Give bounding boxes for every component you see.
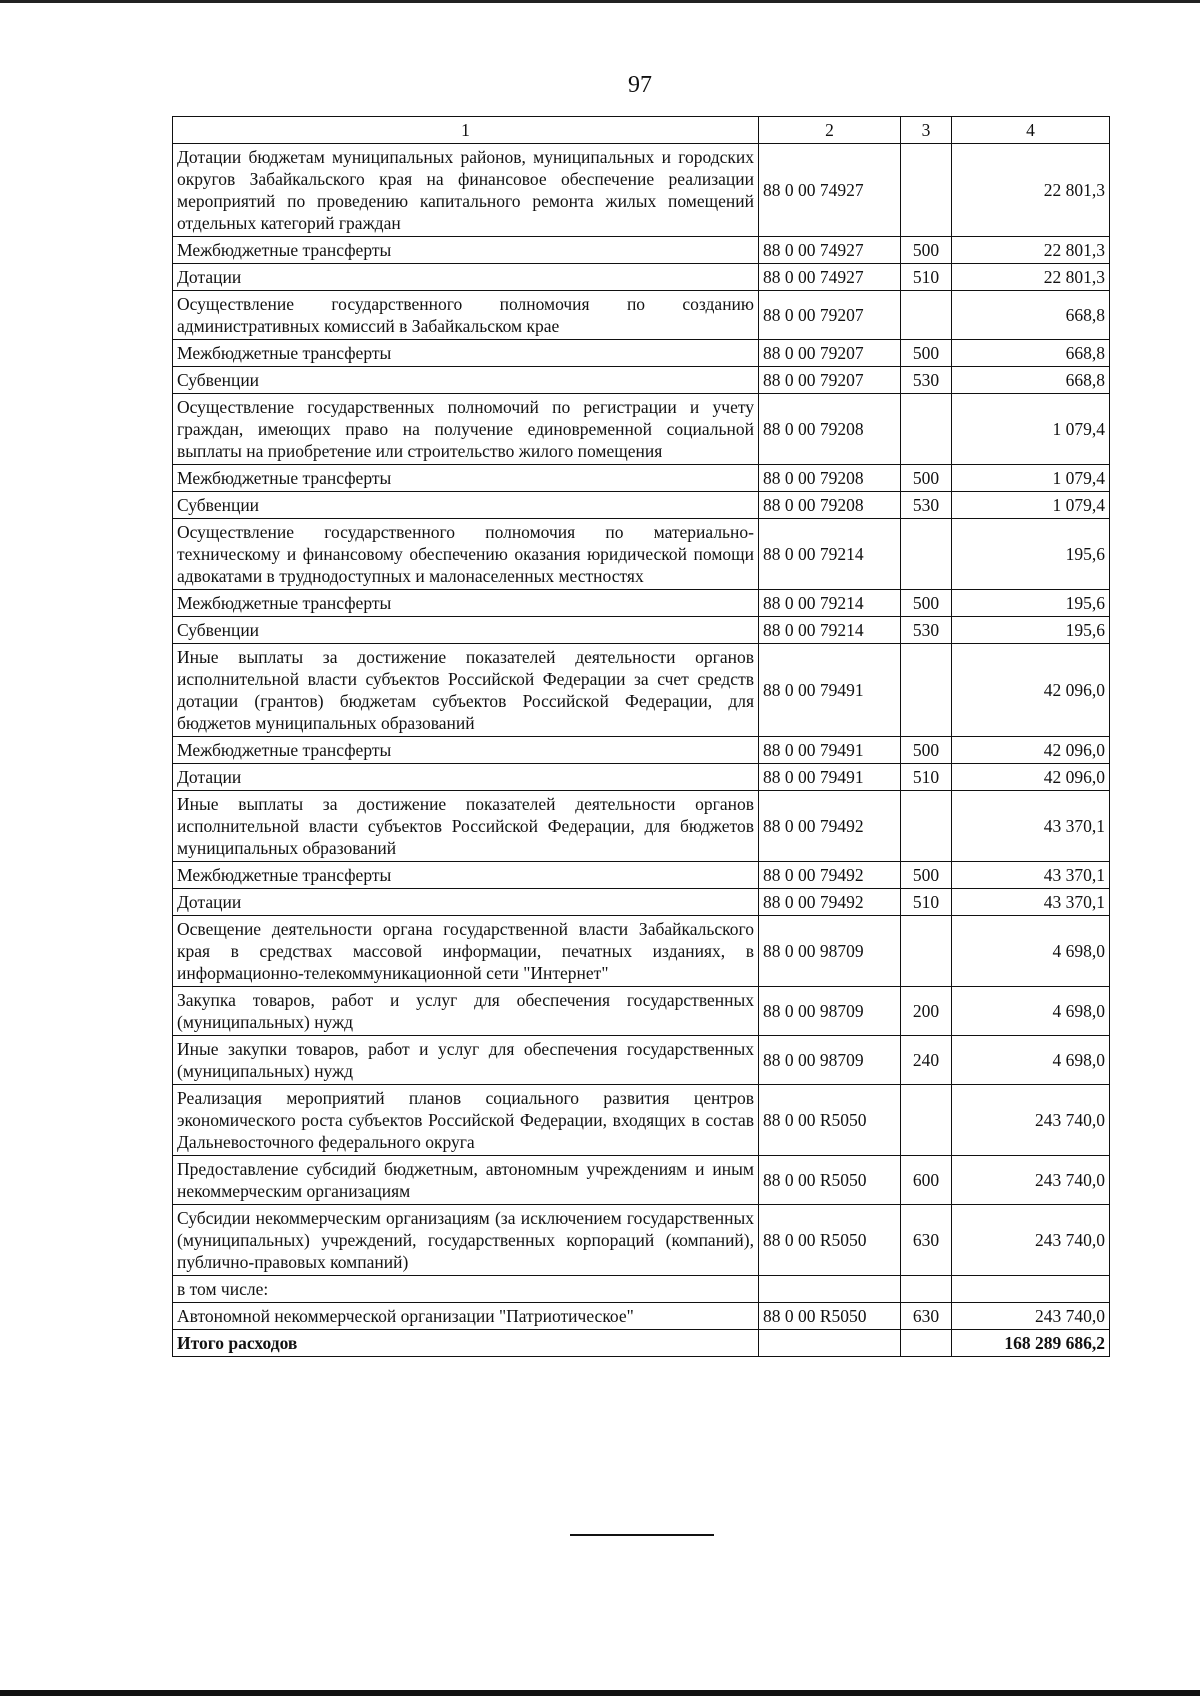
row-amount: 42 096,0 [952,764,1110,791]
row-code: 88 0 00 79207 [759,291,901,340]
row-name: Закупка товаров, работ и услуг для обеспечения государственных (муниципальных) нужд [173,987,759,1036]
scan-edge-bottom [0,1690,1200,1696]
table-row [173,465,1110,492]
row-code: 88 0 00 79492 [759,862,901,889]
row-type: 630 [901,1205,952,1276]
row-code [759,1276,901,1303]
row-amount: 22 801,3 [952,144,1110,237]
row-type [901,644,952,737]
row-type: 200 [901,987,952,1036]
row-amount: 43 370,1 [952,889,1110,916]
row-amount: 243 740,0 [952,1303,1110,1330]
row-name: Реализация мероприятий планов социального развития центров экономического роста субъектов Российской Федерации, входящих в состав Дальневосточного федерального округа [173,1085,759,1156]
column-header-2: 2 [759,117,901,144]
row-code: 88 0 00 98709 [759,987,901,1036]
row-name: Дотации бюджетам муниципальных районов, муниципальных и городских округов Забайкальского края на финансовое обеспечение реализации мероприятий по проведению капитального ремонта жилых помещений отдельных категорий граждан [173,144,759,237]
row-code: 88 0 00 98709 [759,916,901,987]
row-name: Межбюджетные трансферты [173,590,759,617]
row-type [901,394,952,465]
row-name: Осуществление государственного полномочия по созданию административных комиссий в Забайкальском крае [173,291,759,340]
row-name: Межбюджетные трансферты [173,737,759,764]
row-amount: 668,8 [952,291,1110,340]
row-code: 88 0 00 79214 [759,590,901,617]
table-row [173,791,1110,862]
row-code: 88 0 00 98709 [759,1036,901,1085]
row-name: Автономной некоммерческой организации "Патриотическое" [173,1303,759,1330]
row-code: 88 0 00 74927 [759,144,901,237]
row-amount: 42 096,0 [952,644,1110,737]
row-code: 88 0 00 74927 [759,264,901,291]
table-row [173,1036,1110,1085]
row-amount: 195,6 [952,590,1110,617]
row-type: 530 [901,492,952,519]
table-row [173,340,1110,367]
table-row [173,519,1110,590]
row-amount: 43 370,1 [952,791,1110,862]
table-row [173,862,1110,889]
row-type: 630 [901,1303,952,1330]
row-code: 88 0 00 79491 [759,737,901,764]
row-code: 88 0 00 79208 [759,394,901,465]
total-code-cell [759,1330,901,1357]
table-row [173,492,1110,519]
row-type: 500 [901,590,952,617]
row-amount: 1 079,4 [952,465,1110,492]
total-type-cell [901,1330,952,1357]
row-code: 88 0 00 79207 [759,340,901,367]
row-amount: 4 698,0 [952,987,1110,1036]
row-amount: 668,8 [952,367,1110,394]
row-code: 88 0 00 R5050 [759,1156,901,1205]
row-name: Межбюджетные трансферты [173,237,759,264]
table-row [173,264,1110,291]
table-row [173,644,1110,737]
row-name: Субвенции [173,617,759,644]
row-amount: 1 079,4 [952,394,1110,465]
row-name: Освещение деятельности органа государственной власти Забайкальского края в средствах массовой информации, печатных изданиях, в информационно-телекоммуникационной сети "Интернет" [173,916,759,987]
row-code: 88 0 00 79214 [759,617,901,644]
row-type: 600 [901,1156,952,1205]
total-amount: 168 289 686,2 [952,1330,1110,1357]
row-code: 88 0 00 R5050 [759,1085,901,1156]
scan-edge-top [0,0,1200,3]
row-name: Дотации [173,764,759,791]
row-type [901,1276,952,1303]
row-amount: 4 698,0 [952,1036,1110,1085]
column-header-1: 1 [173,117,759,144]
table-row [173,987,1110,1036]
row-type: 530 [901,617,952,644]
row-code: 88 0 00 79492 [759,791,901,862]
row-type: 500 [901,465,952,492]
row-amount: 243 740,0 [952,1085,1110,1156]
row-type: 530 [901,367,952,394]
row-name: Предоставление субсидий бюджетным, автономным учреждениям и иным некоммерческим организациям [173,1156,759,1205]
row-code: 88 0 00 79207 [759,367,901,394]
table-row [173,764,1110,791]
row-name: Иные выплаты за достижение показателей деятельности органов исполнительной власти субъектов Российской Федерации, для бюджетов муниципальных образований [173,791,759,862]
row-type [901,291,952,340]
row-type: 510 [901,764,952,791]
table-row [173,367,1110,394]
row-code: 88 0 00 R5050 [759,1303,901,1330]
row-type [901,519,952,590]
row-type: 500 [901,737,952,764]
row-type: 500 [901,340,952,367]
row-name: Осуществление государственного полномочия по материально-техническому и финансовому обеспечению оказания юридической помощи адвокатами в труднодоступных и малонаселенных местностях [173,519,759,590]
row-code: 88 0 00 79214 [759,519,901,590]
table-row [173,737,1110,764]
table-row [173,916,1110,987]
row-name: Иные выплаты за достижение показателей деятельности органов исполнительной власти субъектов Российской Федерации за счет средств дотации (грантов) бюджетам субъектов Российской Федерации, для бюджетов муниципальных образований [173,644,759,737]
row-name: Иные закупки товаров, работ и услуг для обеспечения государственных (муниципальных) нужд [173,1036,759,1085]
row-type: 240 [901,1036,952,1085]
budget-expenditure-table [172,116,1110,1357]
table-row [173,617,1110,644]
row-name: Осуществление государственных полномочий по регистрации и учету граждан, имеющих право на получение единовременной социальной выплаты на приобретение или строительство жилого помещения [173,394,759,465]
row-name: Субсидии некоммерческим организациям (за исключением государственных (муниципальных) учреждений, государственных корпораций (компаний), публично-правовых компаний) [173,1205,759,1276]
row-name: Дотации [173,889,759,916]
row-amount: 668,8 [952,340,1110,367]
row-amount: 22 801,3 [952,237,1110,264]
row-amount: 243 740,0 [952,1156,1110,1205]
table-row [173,237,1110,264]
column-header-4: 4 [952,117,1110,144]
row-code: 88 0 00 79491 [759,644,901,737]
row-name: в том числе: [173,1276,759,1303]
row-code: 88 0 00 79208 [759,492,901,519]
end-of-table-rule [570,1534,714,1536]
total-row [173,1330,1110,1357]
row-type [901,916,952,987]
row-amount: 22 801,3 [952,264,1110,291]
row-amount: 243 740,0 [952,1205,1110,1276]
row-amount: 4 698,0 [952,916,1110,987]
table-row [173,394,1110,465]
row-name: Межбюджетные трансферты [173,862,759,889]
row-amount: 195,6 [952,617,1110,644]
row-type: 500 [901,862,952,889]
row-amount [952,1276,1110,1303]
table-row [173,1205,1110,1276]
row-code: 88 0 00 79492 [759,889,901,916]
table-row [173,590,1110,617]
row-code: 88 0 00 R5050 [759,1205,901,1276]
row-name: Дотации [173,264,759,291]
total-label: Итого расходов [173,1330,759,1357]
row-type: 510 [901,889,952,916]
column-header-3: 3 [901,117,952,144]
row-name: Межбюджетные трансферты [173,340,759,367]
table-row [173,144,1110,237]
row-name: Субвенции [173,492,759,519]
table-header-row [173,117,1110,144]
row-type [901,791,952,862]
row-code: 88 0 00 79208 [759,465,901,492]
row-name: Межбюджетные трансферты [173,465,759,492]
page-number: 97 [628,72,652,98]
table-row [173,1276,1110,1303]
table-body [173,144,1110,1330]
table-row [173,1303,1110,1330]
table-row [173,889,1110,916]
table-row [173,1156,1110,1205]
row-amount: 43 370,1 [952,862,1110,889]
row-code: 88 0 00 74927 [759,237,901,264]
row-type [901,1085,952,1156]
row-type: 500 [901,237,952,264]
row-code: 88 0 00 79491 [759,764,901,791]
table-row [173,291,1110,340]
table-row [173,1085,1110,1156]
row-name: Субвенции [173,367,759,394]
row-amount: 1 079,4 [952,492,1110,519]
row-type [901,144,952,237]
row-amount: 42 096,0 [952,737,1110,764]
row-type: 510 [901,264,952,291]
row-amount: 195,6 [952,519,1110,590]
